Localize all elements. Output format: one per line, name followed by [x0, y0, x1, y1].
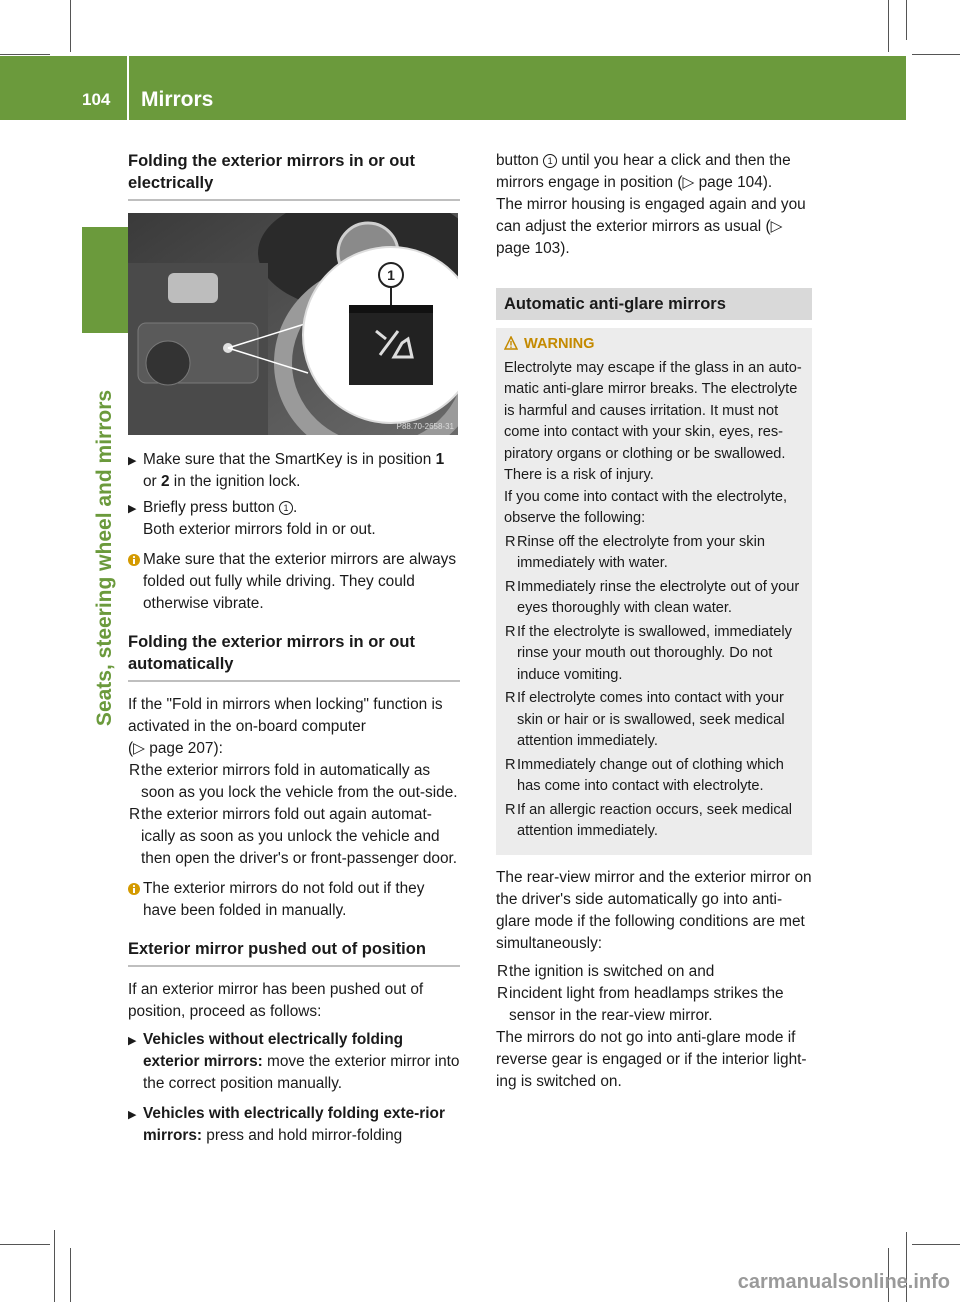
- step-smartkey: ▶ Make sure that the SmartKey is in position 1 or 2 in the ignition lock.: [128, 451, 445, 490]
- list-item: R the ignition is switched on and: [497, 962, 715, 980]
- step-with-folding: ▶ Vehicles with electrically folding exte-rior mirrors: press and hold mirror-folding: [128, 1105, 445, 1144]
- chapter-label: Seats, steering wheel and mirrors: [93, 389, 116, 727]
- info-note-fold-out: Make sure that the exterior mirrors are always folded out fully while driving. They could otherwise vibrate.: [128, 549, 460, 615]
- chapter-tab: [82, 227, 128, 333]
- list-item: R incident light from headlamps strikes the sensor in the rear-view mirror.: [497, 984, 784, 1024]
- paragraph-pushed-out: If an exterior mirror has been pushed out of position, proceed as follows:: [128, 981, 424, 1020]
- crop-mark: [0, 54, 50, 55]
- list-item: R the exterior mirrors fold in automatically as soon as you lock the vehicle from the out-side.: [129, 762, 458, 801]
- button-callout-icon: 1: [279, 501, 293, 515]
- step-press-button: ▶ Briefly press button 1 . Both exterior mirrors fold in or out.: [128, 499, 376, 538]
- warning-list-item: R Immediately rinse the electrolyte out of your eyes thoroughly with clean water.: [505, 578, 800, 616]
- right-column: [496, 150, 812, 1093]
- warning-list-item: R Rinse off the electrolyte from your skin immediately with water.: [505, 533, 765, 571]
- crop-mark: [906, 0, 907, 40]
- warning-list-item: R Immediately change out of clothing which has come into contact with electrolyte.: [505, 756, 784, 794]
- header-divider: [127, 56, 129, 120]
- warning-title: WARNING: [504, 334, 804, 356]
- figure-code: P88.70-2658-31: [396, 422, 454, 431]
- warning-list-item: R If an allergic reaction occurs, seek medical attention immediately.: [505, 801, 792, 839]
- left-column: [128, 150, 460, 1151]
- info-icon: [128, 552, 140, 567]
- crop-mark: [70, 1248, 71, 1302]
- crop-mark: [54, 1230, 55, 1302]
- step-arrow-icon: ▶: [128, 455, 137, 467]
- crop-mark: [912, 54, 960, 55]
- step-without-folding: ▶ Vehicles without electrically folding exterior mirrors: move the exterior mirror into the correct position manually.: [128, 1031, 460, 1092]
- step-arrow-icon: ▶: [128, 1109, 137, 1121]
- heading-fold-electrically: Folding the exterior mirrors in or out electrically: [128, 150, 460, 201]
- warning-list-item: R If the electrolyte is swallowed, immediately rinse your mouth out thoroughly. Do not induce vomiting.: [505, 623, 792, 683]
- warning-box: [496, 328, 812, 855]
- page-header: [0, 56, 906, 120]
- heading-anti-glare: Automatic anti-glare mirrors: [496, 288, 812, 320]
- step-arrow-icon: ▶: [128, 1035, 137, 1047]
- figure-callout-1: 1: [387, 267, 395, 283]
- info-note-manual: The exterior mirrors do not fold out if they have been folded in manually.: [128, 878, 460, 922]
- crop-mark: [888, 0, 889, 52]
- heading-fold-automatically: Folding the exterior mirrors in or out automatically: [128, 631, 460, 682]
- watermark: carmanualsonline.info: [737, 1271, 950, 1293]
- page-number: 104: [82, 90, 111, 109]
- crop-mark: [0, 1244, 50, 1245]
- paragraph-continued: button 1 until you hear a click and then the mirrors engage in position (▷ page 104). The mirror housing is engaged again and you can adjust the exterior mirrors as usual (▷ page 103).: [496, 152, 806, 257]
- warning-paragraph: Electrolyte may escape if the glass in an auto-matic anti-glare mirror breaks. The electrolyte is harmful and causes irritation. It must not come into contact with your skin, eyes, res-piratory organs or clothing or be swallowed. There is a risk of injury.: [504, 359, 802, 483]
- paragraph-anti-glare-exceptions: The mirrors do not go into anti-glare mode if reverse gear is engaged or if the interior light-ing is switched on.: [496, 1028, 807, 1090]
- section-title: Mirrors: [141, 88, 214, 111]
- heading-pushed-out: Exterior mirror pushed out of position: [128, 938, 460, 967]
- button-callout-icon: 1: [543, 154, 557, 168]
- warning-paragraph: If you come into contact with the electrolyte, observe the following:: [504, 488, 788, 526]
- mirror-switch-figure: [128, 213, 458, 435]
- info-icon: [128, 881, 140, 896]
- list-item: R the exterior mirrors fold out again automat-ically as soon as you unlock the vehicle and then open the driver's or front-passenger door.: [129, 806, 458, 867]
- paragraph-fold-function: If the "Fold in mirrors when locking" function is activated in the on-board computer (▷ page 207):: [128, 696, 443, 757]
- warning-triangle-icon: [504, 336, 518, 350]
- crop-mark: [70, 0, 71, 52]
- warning-list-item: R If electrolyte comes into contact with your skin or hair or is swallowed, seek medical attention immediately.: [505, 690, 785, 749]
- step-arrow-icon: ▶: [128, 503, 137, 515]
- paragraph-anti-glare-conditions: The rear-view mirror and the exterior mirror on the driver's side automatically go into anti-glare mode if the following conditions are met simultaneously:: [496, 868, 812, 952]
- crop-mark: [912, 1244, 960, 1245]
